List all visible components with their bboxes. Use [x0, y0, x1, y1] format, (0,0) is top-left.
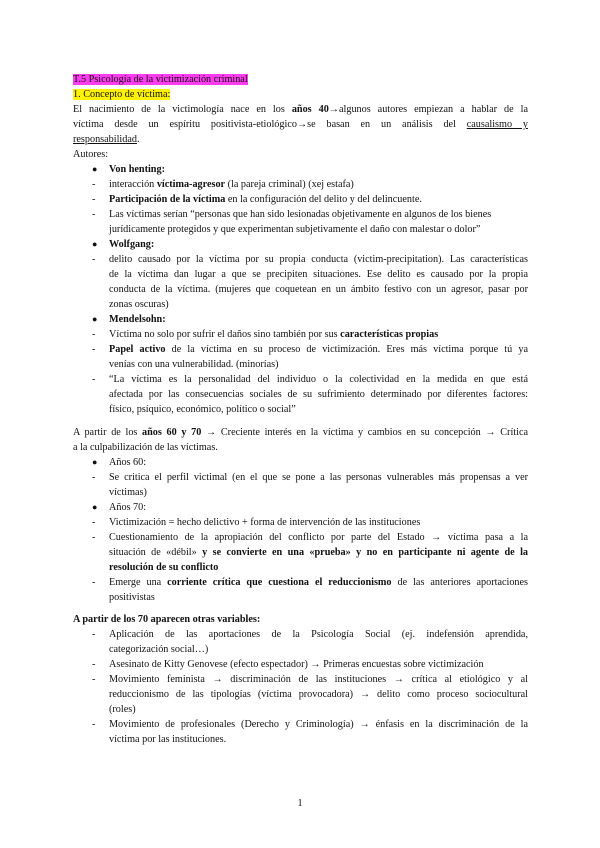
dash-icon: - — [92, 179, 96, 190]
list-item: Participación de la víctima en la configuración del delito y del delincuente. — [109, 194, 422, 205]
list-item: Asesinato de Kitty Genovese (efecto espectador) → Primeras encuestas sobre victimización — [109, 659, 484, 670]
list-item: Victimización = hecho delictivo + forma de intervención de las instituciones — [109, 517, 421, 528]
list-item-continuation: positivistas — [109, 592, 155, 603]
paragraph-60-70: A partir de los años 60 y 70 → Creciente interés en la víctima y cambios en su concepción → Crítica — [73, 427, 528, 438]
list-item-continuation: conducta de la víctima. (mujeres que coquetean en un ámbito festivo con un agresor, pasar por — [109, 284, 528, 295]
document-heading: T.5 Psicología de la victimización criminal — [73, 74, 248, 85]
bullet-icon: ● — [92, 502, 98, 512]
list-item: Aplicación de las aportaciones de la Psicología Social (ej. indefensión aprendida, — [109, 629, 528, 640]
list-item-continuation: resolución de su conflicto — [109, 562, 219, 573]
list-item: Cuestionamiento de la apropiación del conflicto por parte del Estado → víctima pasa a la — [109, 532, 528, 543]
dash-icon: - — [92, 254, 96, 265]
bullet-icon: ● — [92, 314, 98, 324]
list-item-continuation: zonas oscuras) — [109, 299, 169, 310]
bullet-icon: ● — [92, 457, 98, 467]
bullet-icon: ● — [92, 164, 98, 174]
list-item-continuation: afectada por las consecuencias sociales de su sufrimiento determinado por diferentes factores: — [109, 389, 528, 400]
dash-icon: - — [92, 374, 96, 385]
dash-icon: - — [92, 577, 96, 588]
dash-icon: - — [92, 344, 96, 355]
bullet-icon: ● — [92, 239, 98, 249]
dash-icon: - — [92, 674, 96, 685]
intro-line-3: responsabilidad. — [73, 134, 140, 145]
autores-label: Autores: — [73, 149, 109, 160]
list-item: Papel activo de la víctima en su proceso de victimización. Eres más víctima porque tú ya — [109, 344, 528, 355]
author-vonhenting: Von henting: — [109, 164, 165, 175]
list-item-continuation: (roles) — [109, 704, 136, 715]
dash-icon: - — [92, 659, 96, 670]
list-item-continuation: físico, psíquico, económico, político o social” — [109, 404, 296, 415]
page-number: 1 — [297, 798, 303, 809]
section-70-title: A partir de los 70 aparecen otras variables: — [73, 614, 261, 625]
list-item-continuation: de la víctima dan lugar a que se precipiten situaciones. Ese delito es causado por la propia — [109, 269, 528, 280]
years-70-label: Años 70: — [109, 502, 147, 513]
list-item-continuation: venías con una vulnerabilidad. (minorías) — [109, 359, 279, 370]
list-item: Víctima no solo por sufrir el daños sino también por sus características propias — [109, 329, 439, 340]
list-item: Movimiento de profesionales (Derecho y Criminología) → énfasis en la discriminación de la — [109, 719, 528, 730]
list-item: Se critica el perfil victimal (en el que se pone a las personas vulnerables más propensas a ver — [109, 472, 528, 483]
paragraph-60-70-cont: a la culpabilización de las víctimas. — [73, 442, 218, 453]
dash-icon: - — [92, 194, 96, 205]
dash-icon: - — [92, 472, 96, 483]
list-item-continuation: situación de «débil» y se convierte en una «prueba» y no en participante ni agente de la — [109, 547, 528, 558]
section-title: 1. Concepto de víctima: — [73, 89, 171, 100]
dash-icon: - — [92, 719, 96, 730]
list-item: interacción víctima-agresor (la pareja criminal) (xej estafa) — [109, 179, 354, 190]
dash-icon: - — [92, 532, 96, 543]
list-item: Movimiento feminista → discriminación de las instituciones → crítica al etiológico y al — [109, 674, 528, 685]
list-item-continuation: víctima por las instituciones. — [109, 734, 227, 745]
list-item: “La víctima es la personalidad del individuo o la colectividad en la medida en que está — [109, 374, 528, 385]
dash-icon: - — [92, 209, 96, 220]
intro-line-1: El nacimiento de la victimología nace en los años 40→algunos autores empiezan a hablar de la — [73, 104, 528, 115]
dash-icon: - — [92, 517, 96, 528]
list-item-continuation: reduccionismo de las tipologías (víctima provocadora) → delito como proceso sociocultural — [109, 689, 528, 700]
author-wolfgang: Wolfgang: — [109, 239, 155, 250]
list-item: Las víctimas serían “personas que han sido lesionadas objetivamente en algunos de los bienes — [109, 209, 492, 220]
list-item-continuation: jurídicamente protegidos y que experimentan subjetivamente el daño con malestar o dolor” — [109, 224, 481, 235]
dash-icon: - — [92, 329, 96, 340]
years-60-label: Años 60: — [109, 457, 147, 468]
dash-icon: - — [92, 629, 96, 640]
intro-line-2: víctima desde un espíritu positivista-etiológico→se basan en un análisis del causalismo y — [73, 119, 528, 130]
list-item: Emerge una corriente crítica que cuestiona el reduccionismo de las anteriores aportaciones — [109, 577, 528, 588]
author-mendelsohn: Mendelsohn: — [109, 314, 166, 325]
list-item-continuation: categorización social…) — [109, 644, 209, 655]
list-item: delito causado por la víctima por su propia conducta (victim-precipitation). Las características — [109, 254, 528, 265]
list-item-continuation: víctimas) — [109, 487, 147, 498]
